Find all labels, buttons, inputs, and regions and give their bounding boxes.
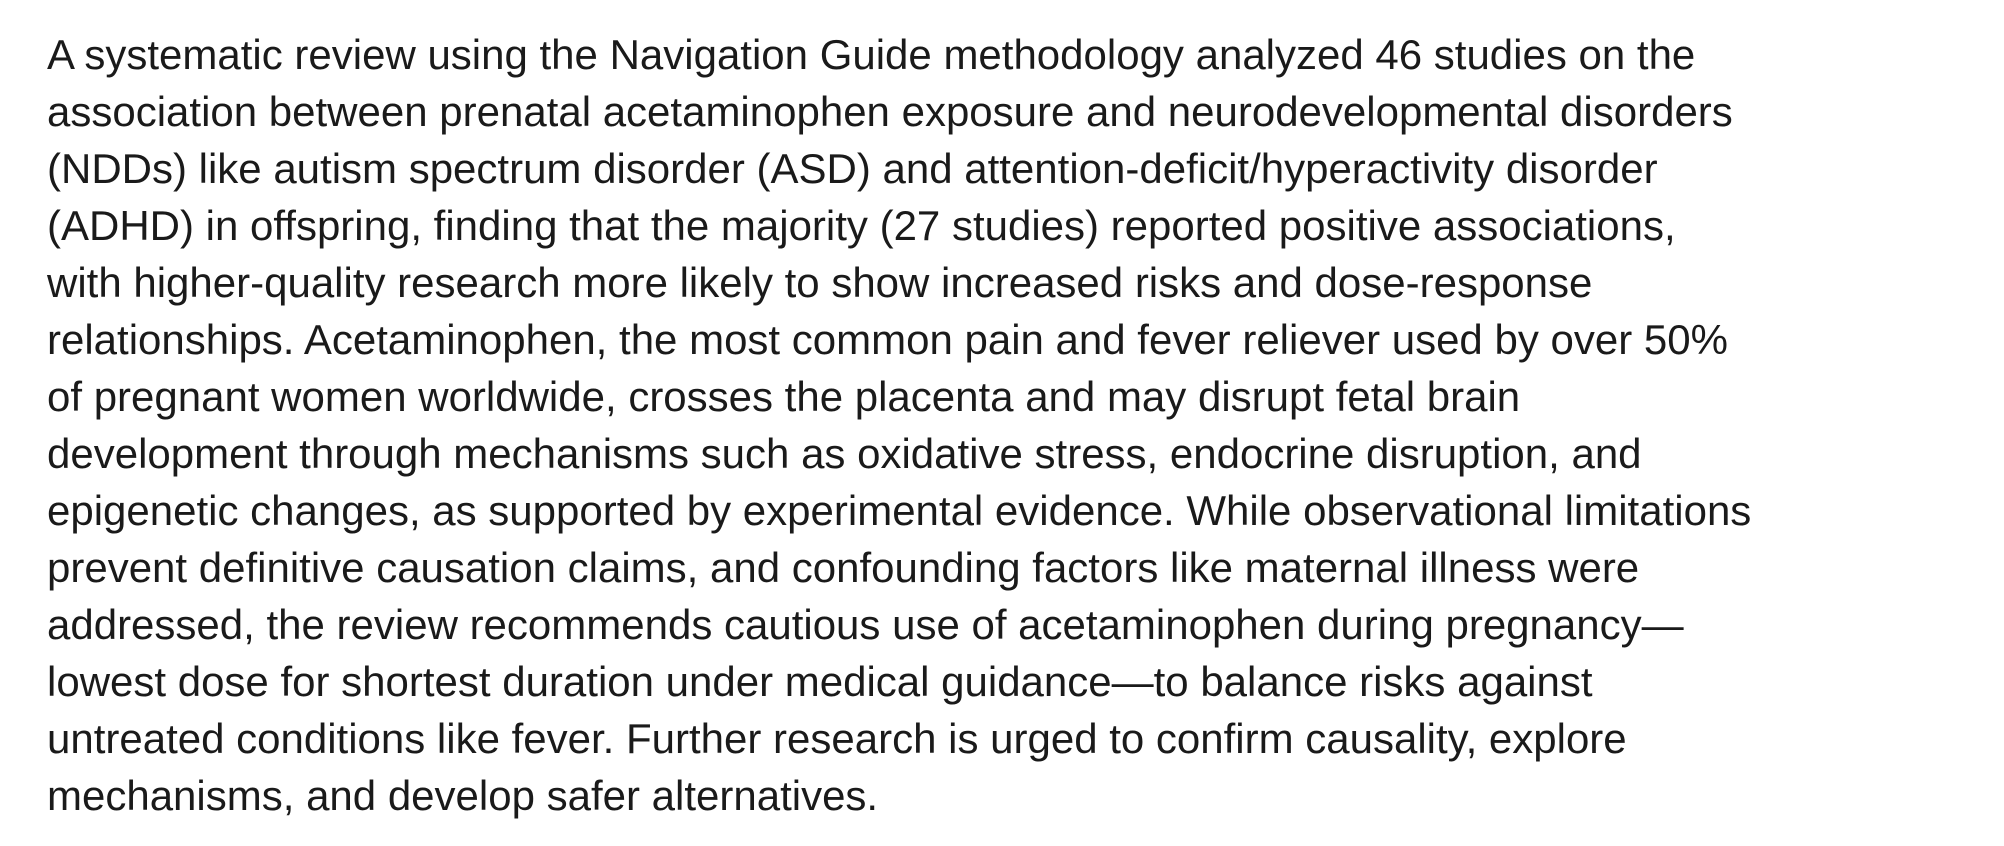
text-line: mechanisms, and develop safer alternatives. [47, 772, 879, 819]
text-line: development through mechanisms such as oxidative stress, endocrine disruption, and [47, 430, 1642, 477]
text-line: addressed, the review recommends cautious use of acetaminophen during pregnancy— [47, 601, 1684, 648]
text-line: epigenetic changes, as supported by experimental evidence. While observational limitations [47, 487, 1752, 534]
text-line: untreated conditions like fever. Further research is urged to confirm causality, explore [47, 715, 1627, 762]
summary-paragraph [47, 26, 2004, 824]
text-line: of pregnant women worldwide, crosses the placenta and may disrupt fetal brain [47, 373, 1521, 420]
text-line: (ADHD) in offspring, finding that the majority (27 studies) reported positive associations, [47, 202, 1676, 249]
text-line: (NDDs) like autism spectrum disorder (ASD) and attention-deficit/hyperactivity disorder [47, 145, 1658, 192]
text-line: relationships. Acetaminophen, the most common pain and fever reliever used by over 50% [47, 316, 1728, 363]
text-line: lowest dose for shortest duration under medical guidance—to balance risks against [47, 658, 1593, 705]
text-line: A systematic review using the Navigation Guide methodology analyzed 46 studies on the [47, 31, 1696, 78]
text-line: association between prenatal acetaminophen exposure and neurodevelopmental disorders [47, 88, 1733, 135]
text-line: with higher-quality research more likely to show increased risks and dose-response [47, 259, 1593, 306]
text-line: prevent definitive causation claims, and confounding factors like maternal illness were [47, 544, 1640, 591]
